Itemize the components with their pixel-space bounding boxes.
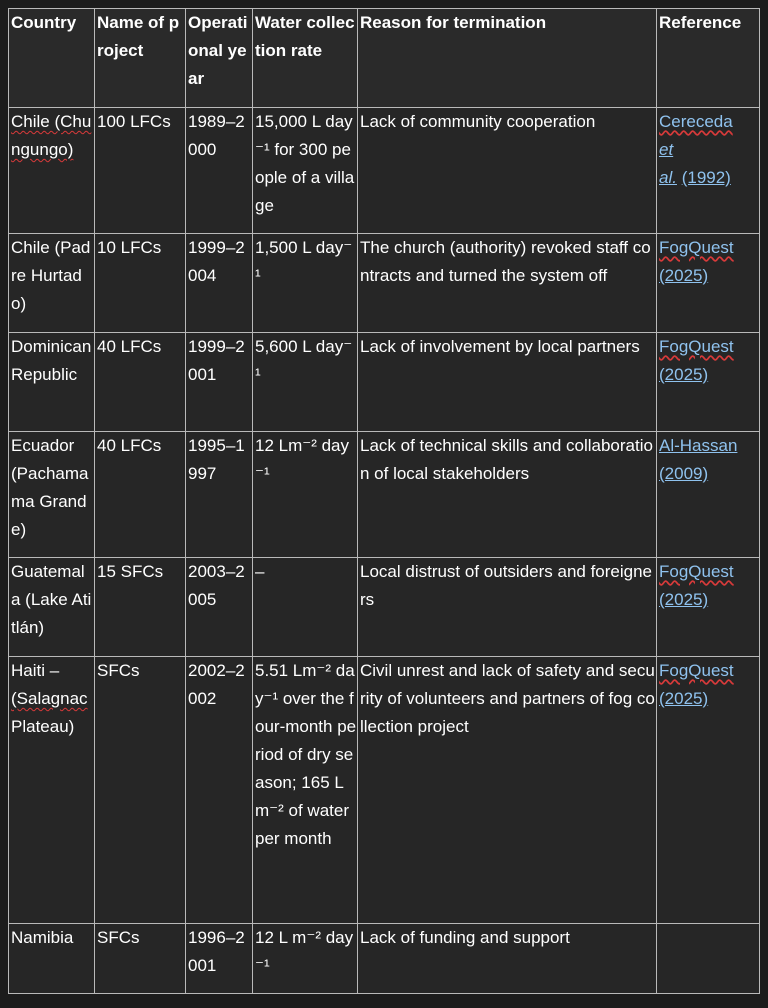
- cell-year: 1989–2000: [186, 108, 253, 234]
- table-row: [9, 657, 760, 924]
- cell-year: 1999–2004: [186, 234, 253, 333]
- cell-rate: 5,600 L day⁻¹: [253, 333, 358, 432]
- cell-country: [9, 108, 95, 234]
- country-line: Plateau): [11, 717, 75, 736]
- cell-country: Namibia: [9, 924, 95, 994]
- reference-link[interactable]: FogQuest: [659, 337, 734, 356]
- reference-link[interactable]: Al-Hassan: [659, 436, 738, 455]
- reference-link[interactable]: Cereceda: [659, 112, 733, 131]
- cell-reference: [657, 432, 760, 558]
- cell-reference: [657, 333, 760, 432]
- cell-rate: 12 Lm⁻² day⁻¹: [253, 432, 358, 558]
- reference-link[interactable]: (2025): [659, 590, 709, 609]
- cell-reference: [657, 924, 760, 994]
- table-row: [9, 558, 760, 657]
- cell-rate: 12 L m⁻² day⁻¹: [253, 924, 358, 994]
- table-row: [9, 108, 760, 234]
- reference-link[interactable]: (1992): [681, 168, 731, 187]
- cell-reference: [657, 657, 760, 924]
- cell-country: Chile (Padre Hurtado): [9, 234, 95, 333]
- cell-rate: 1,500 L day⁻¹: [253, 234, 358, 333]
- cell-rate: 5.51 Lm⁻² day⁻¹ over the four-month period of dry season; 165 Lm⁻² of water per month: [253, 657, 358, 924]
- header-project: Name of project: [95, 9, 186, 108]
- reference-link[interactable]: FogQuest: [659, 562, 734, 581]
- cell-project: SFCs: [95, 657, 186, 924]
- cell-reason: Lack of involvement by local partners: [358, 333, 657, 432]
- cell-reason: Civil unrest and lack of safety and security of volunteers and partners of fog collection project: [358, 657, 657, 924]
- header-rate: Water collection rate: [253, 9, 358, 108]
- country-line: (Salagnac: [11, 689, 88, 708]
- cell-country: Dominican Republic: [9, 333, 95, 432]
- reference-link[interactable]: et: [659, 140, 674, 159]
- reference-link[interactable]: al.: [659, 168, 677, 187]
- cell-reason: The church (authority) revoked staff contracts and turned the system off: [358, 234, 657, 333]
- reference-link[interactable]: (2009): [659, 464, 709, 483]
- reference-link[interactable]: (2025): [659, 266, 709, 285]
- table-row: [9, 333, 760, 432]
- cell-year: 1999–2001: [186, 333, 253, 432]
- cell-project: 10 LFCs: [95, 234, 186, 333]
- cell-rate: –: [253, 558, 358, 657]
- cell-rate: 15,000 L day⁻¹ for 300 people of a village: [253, 108, 358, 234]
- fog-collection-table: [8, 8, 760, 994]
- cell-year: 1995–1997: [186, 432, 253, 558]
- cell-reason: Lack of community cooperation: [358, 108, 657, 234]
- reference-link[interactable]: (2025): [659, 365, 709, 384]
- cell-country: [9, 657, 95, 924]
- cell-year: 1996–2001: [186, 924, 253, 994]
- header-reason: Reason for termination: [358, 9, 657, 108]
- table-container: [8, 8, 760, 994]
- cell-project: 15 SFCs: [95, 558, 186, 657]
- country-line: Haiti –: [11, 661, 60, 680]
- cell-reference: [657, 234, 760, 333]
- cell-project: 40 LFCs: [95, 333, 186, 432]
- header-reference: Reference: [657, 9, 760, 108]
- table-row: [9, 234, 760, 333]
- cell-reference: [657, 108, 760, 234]
- header-country: Country: [9, 9, 95, 108]
- header-row: [9, 9, 760, 108]
- table-row: [9, 924, 760, 994]
- cell-reference: [657, 558, 760, 657]
- country-text: Chile (Chungungo): [11, 112, 92, 159]
- reference-link[interactable]: FogQuest: [659, 238, 734, 257]
- cell-year: 2002–2002: [186, 657, 253, 924]
- header-year: Operational year: [186, 9, 253, 108]
- table-row: [9, 432, 760, 558]
- cell-project: 100 LFCs: [95, 108, 186, 234]
- cell-reason: Lack of technical skills and collaboration of local stakeholders: [358, 432, 657, 558]
- cell-country: Ecuador (Pachamama Grande): [9, 432, 95, 558]
- cell-project: SFCs: [95, 924, 186, 994]
- cell-reason: Lack of funding and support: [358, 924, 657, 994]
- cell-reason: Local distrust of outsiders and foreigners: [358, 558, 657, 657]
- reference-link[interactable]: FogQuest: [659, 661, 734, 680]
- cell-country: Guatemala (Lake Atitlán): [9, 558, 95, 657]
- cell-year: 2003–2005: [186, 558, 253, 657]
- reference-link[interactable]: (2025): [659, 689, 709, 708]
- cell-project: 40 LFCs: [95, 432, 186, 558]
